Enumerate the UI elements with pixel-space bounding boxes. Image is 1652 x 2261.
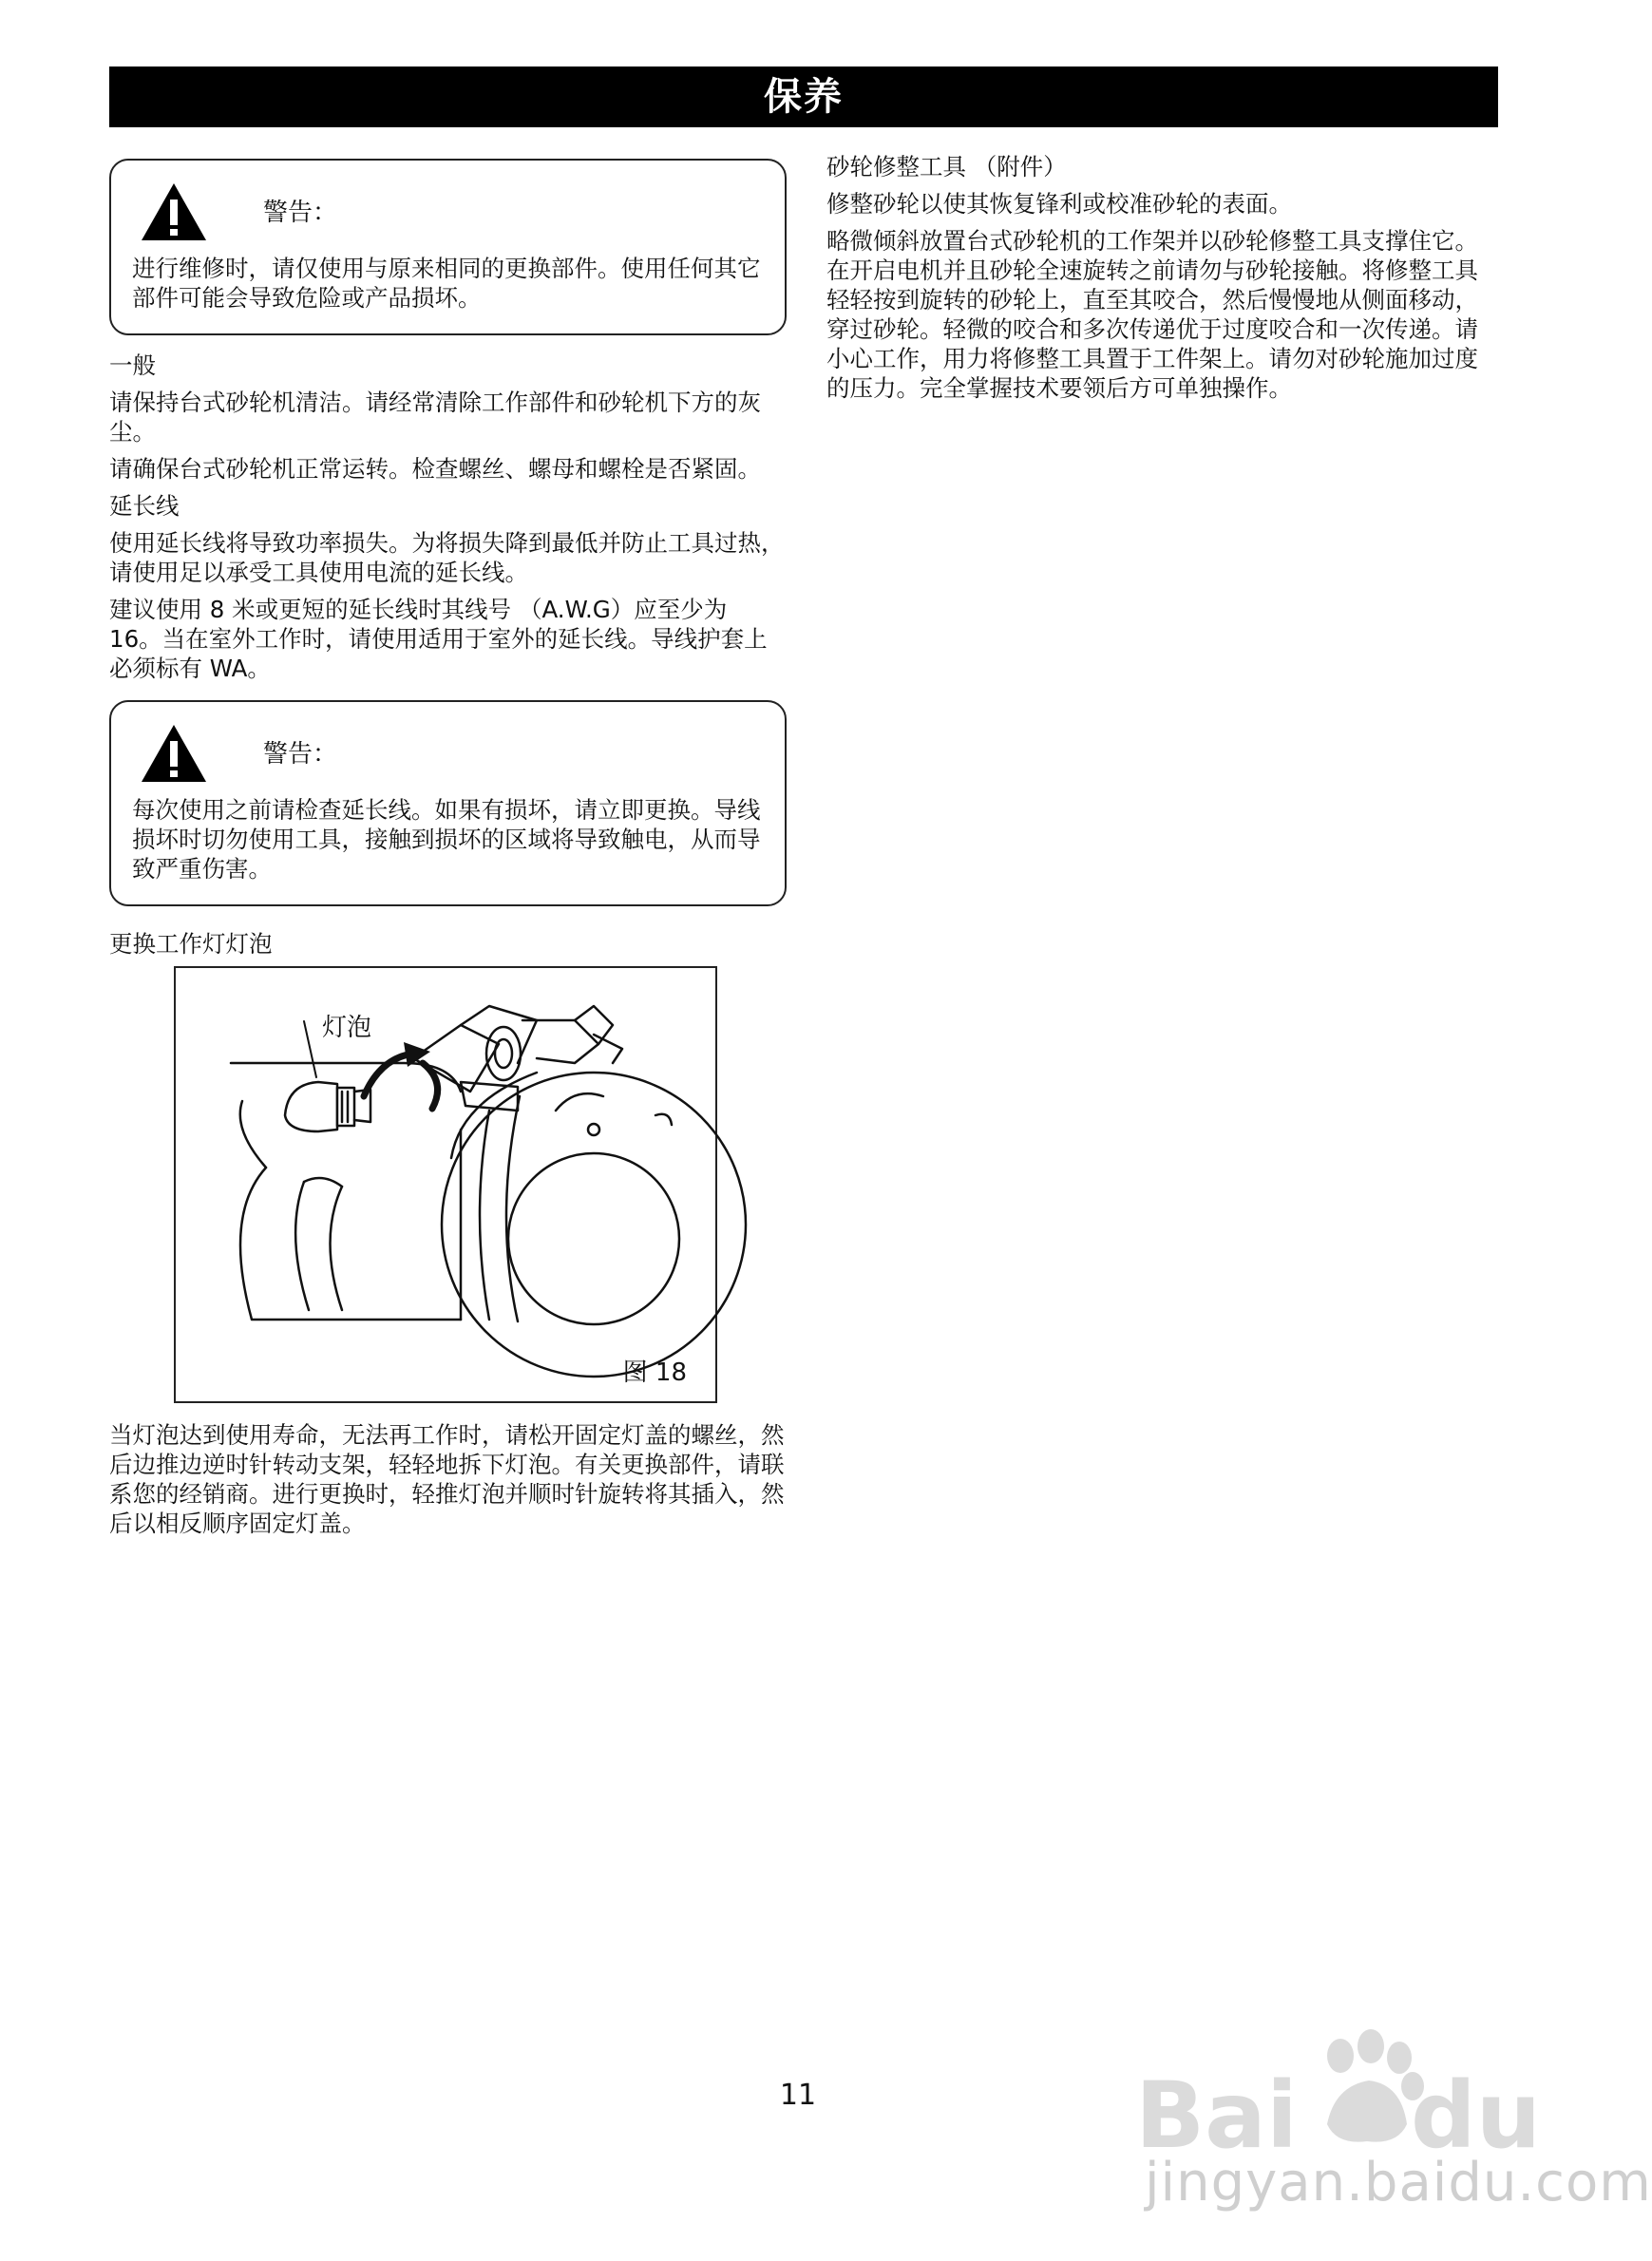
dresser-paragraph-1: 修整砂轮以使其恢复锋利或校准砂轮的表面。 <box>826 190 1292 218</box>
left-column <box>109 159 787 1546</box>
warning-triangle-icon <box>140 181 208 242</box>
warning-box-replacement-parts <box>109 159 787 335</box>
warning-header <box>132 723 762 791</box>
bulb-replacement-heading: 更换工作灯灯泡 <box>109 930 273 958</box>
extension-cord-paragraph-2: 建议使用 8 米或更短的延长线时其线号 （A.W.G）应至少为 16。当在室外工作时，请使用适用于室外的延长线。导线护套上必须标有 WA。 <box>109 596 768 682</box>
dresser-paragraph-2: 略微倾斜放置台式砂轮机的工作架并以砂轮修整工具支撑住它。在开启电机并且砂轮全速旋转之前请勿与砂轮接触。将修整工具轻轻按到旋转的砂轮上，直至其咬合，然后慢慢地从侧面移动，穿过砂轮。轻微的咬合和多次传递优于过度咬合和一次传递。请小心工作，用力将修整工具置于工件架上。请勿对砂轮施加过度的压力。完全掌握技术要领后方可单独操作。 <box>826 227 1478 402</box>
warning-header <box>132 181 762 250</box>
general-paragraph-2: 请确保台式砂轮机正常运转。检查螺丝、螺母和螺栓是否紧固。 <box>109 455 761 483</box>
figure-caption: 图 18 <box>622 1358 687 1387</box>
bulb-replacement-text: 当灯泡达到使用寿命，无法再工作时，请松开固定灯盖的螺丝，然后边推边逆时针转动支架，轻轻地拆下灯泡。有关更换部件，请联系您的经销商。进行更换时，轻推灯泡并顺时针旋转将其插入，然后以相反顺序固定灯盖。 <box>109 1421 785 1537</box>
grinder-lamp-illustration <box>176 968 715 1401</box>
extension-cord-paragraph-1: 使用延长线将导致功率损失。为将损失降到最低并防止工具过热，请使用足以承受工具使用电流的延长线。 <box>109 529 785 586</box>
watermark-text: jingyan.baidu.com <box>1145 2152 1652 2214</box>
dresser-heading: 砂轮修整工具 （附件） <box>826 153 1067 180</box>
bulb-callout-label: 灯泡 <box>322 1014 372 1042</box>
warning-label: 警告： <box>263 740 338 769</box>
general-paragraph-1: 请保持台式砂轮机清洁。请经常清除工作部件和砂轮机下方的灰尘。 <box>109 389 761 446</box>
warning-box-extension-cord <box>109 700 787 906</box>
page-number: 11 <box>779 2079 817 2112</box>
general-heading: 一般 <box>109 352 156 379</box>
extension-cord-heading: 延长线 <box>109 492 180 520</box>
section-title: 保养 <box>109 66 1498 127</box>
warning-label: 警告： <box>263 199 338 227</box>
figure-18 <box>174 966 717 1403</box>
warning-triangle-icon <box>140 723 208 784</box>
svg-text:du: du <box>1411 2062 1542 2169</box>
warning-text: 每次使用之前请检查延长线。如果有损坏，请立即更换。导线损坏时切勿使用工具，接触到损坏的区域将导致触电，从而导致严重伤害。 <box>132 796 761 883</box>
right-column <box>826 152 1498 410</box>
warning-text: 进行维修时，请仅使用与原来相同的更换部件。使用任何其它部件可能会导致危险或产品损坏。 <box>132 255 761 312</box>
svg-text:Bai: Bai <box>1135 2062 1298 2169</box>
